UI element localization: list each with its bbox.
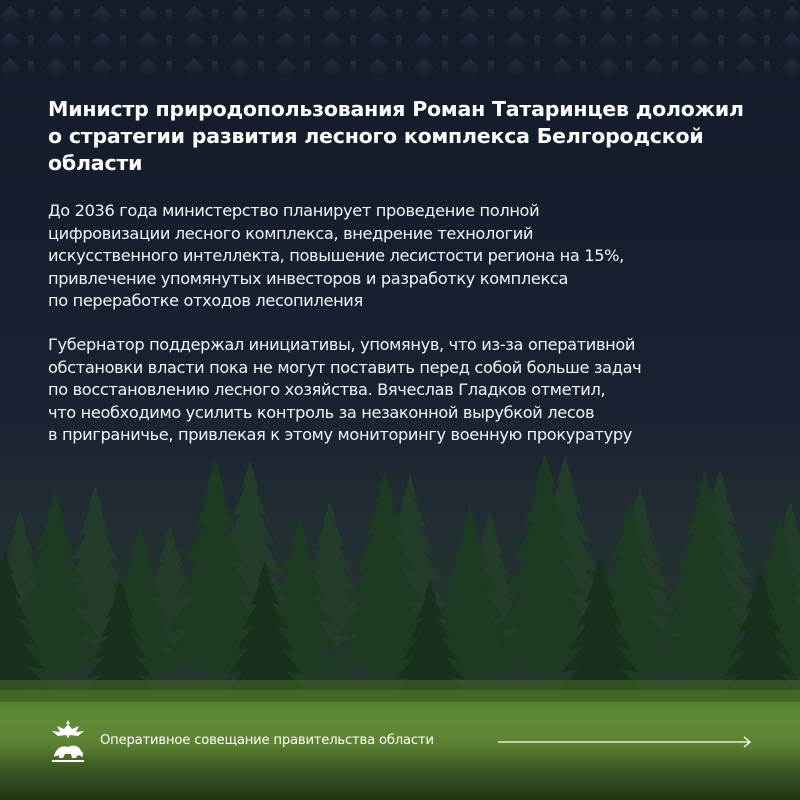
headline: Министр природопользования Роман Татаринцев доложил о стратегии развития лесного комплекса Белгородской области (48, 97, 744, 175)
footer-caption: Оперативное совещание правительства области (100, 733, 434, 748)
paragraph-strategy: До 2036 года министерство планирует проведение полной цифровизации лесного комплекса, внедрение технологий искусственного интеллекта, повышение лесистости региона на 15%, привлечение упомянутых инвесторов и разработку комплекса по переработке отходов лесопиления (48, 201, 624, 311)
arrow-right-icon (498, 735, 754, 749)
paragraph-governor: Губернатор поддержал инициативы, упомянув, что из-за оперативной обстановки власти пока не могут поставить перед собой больше задач по восстановлению лесного хозяйства. Вячеслав Гладков отметил, что необходимо усилить контроль за незаконной вырубкой лесов в приграничье, привлекая к этому мониторингу военную прокуратуру (48, 335, 642, 445)
background-pattern (0, 0, 800, 90)
belgorod-eagle-lion-emblem-icon (48, 720, 88, 766)
footer (48, 718, 758, 768)
